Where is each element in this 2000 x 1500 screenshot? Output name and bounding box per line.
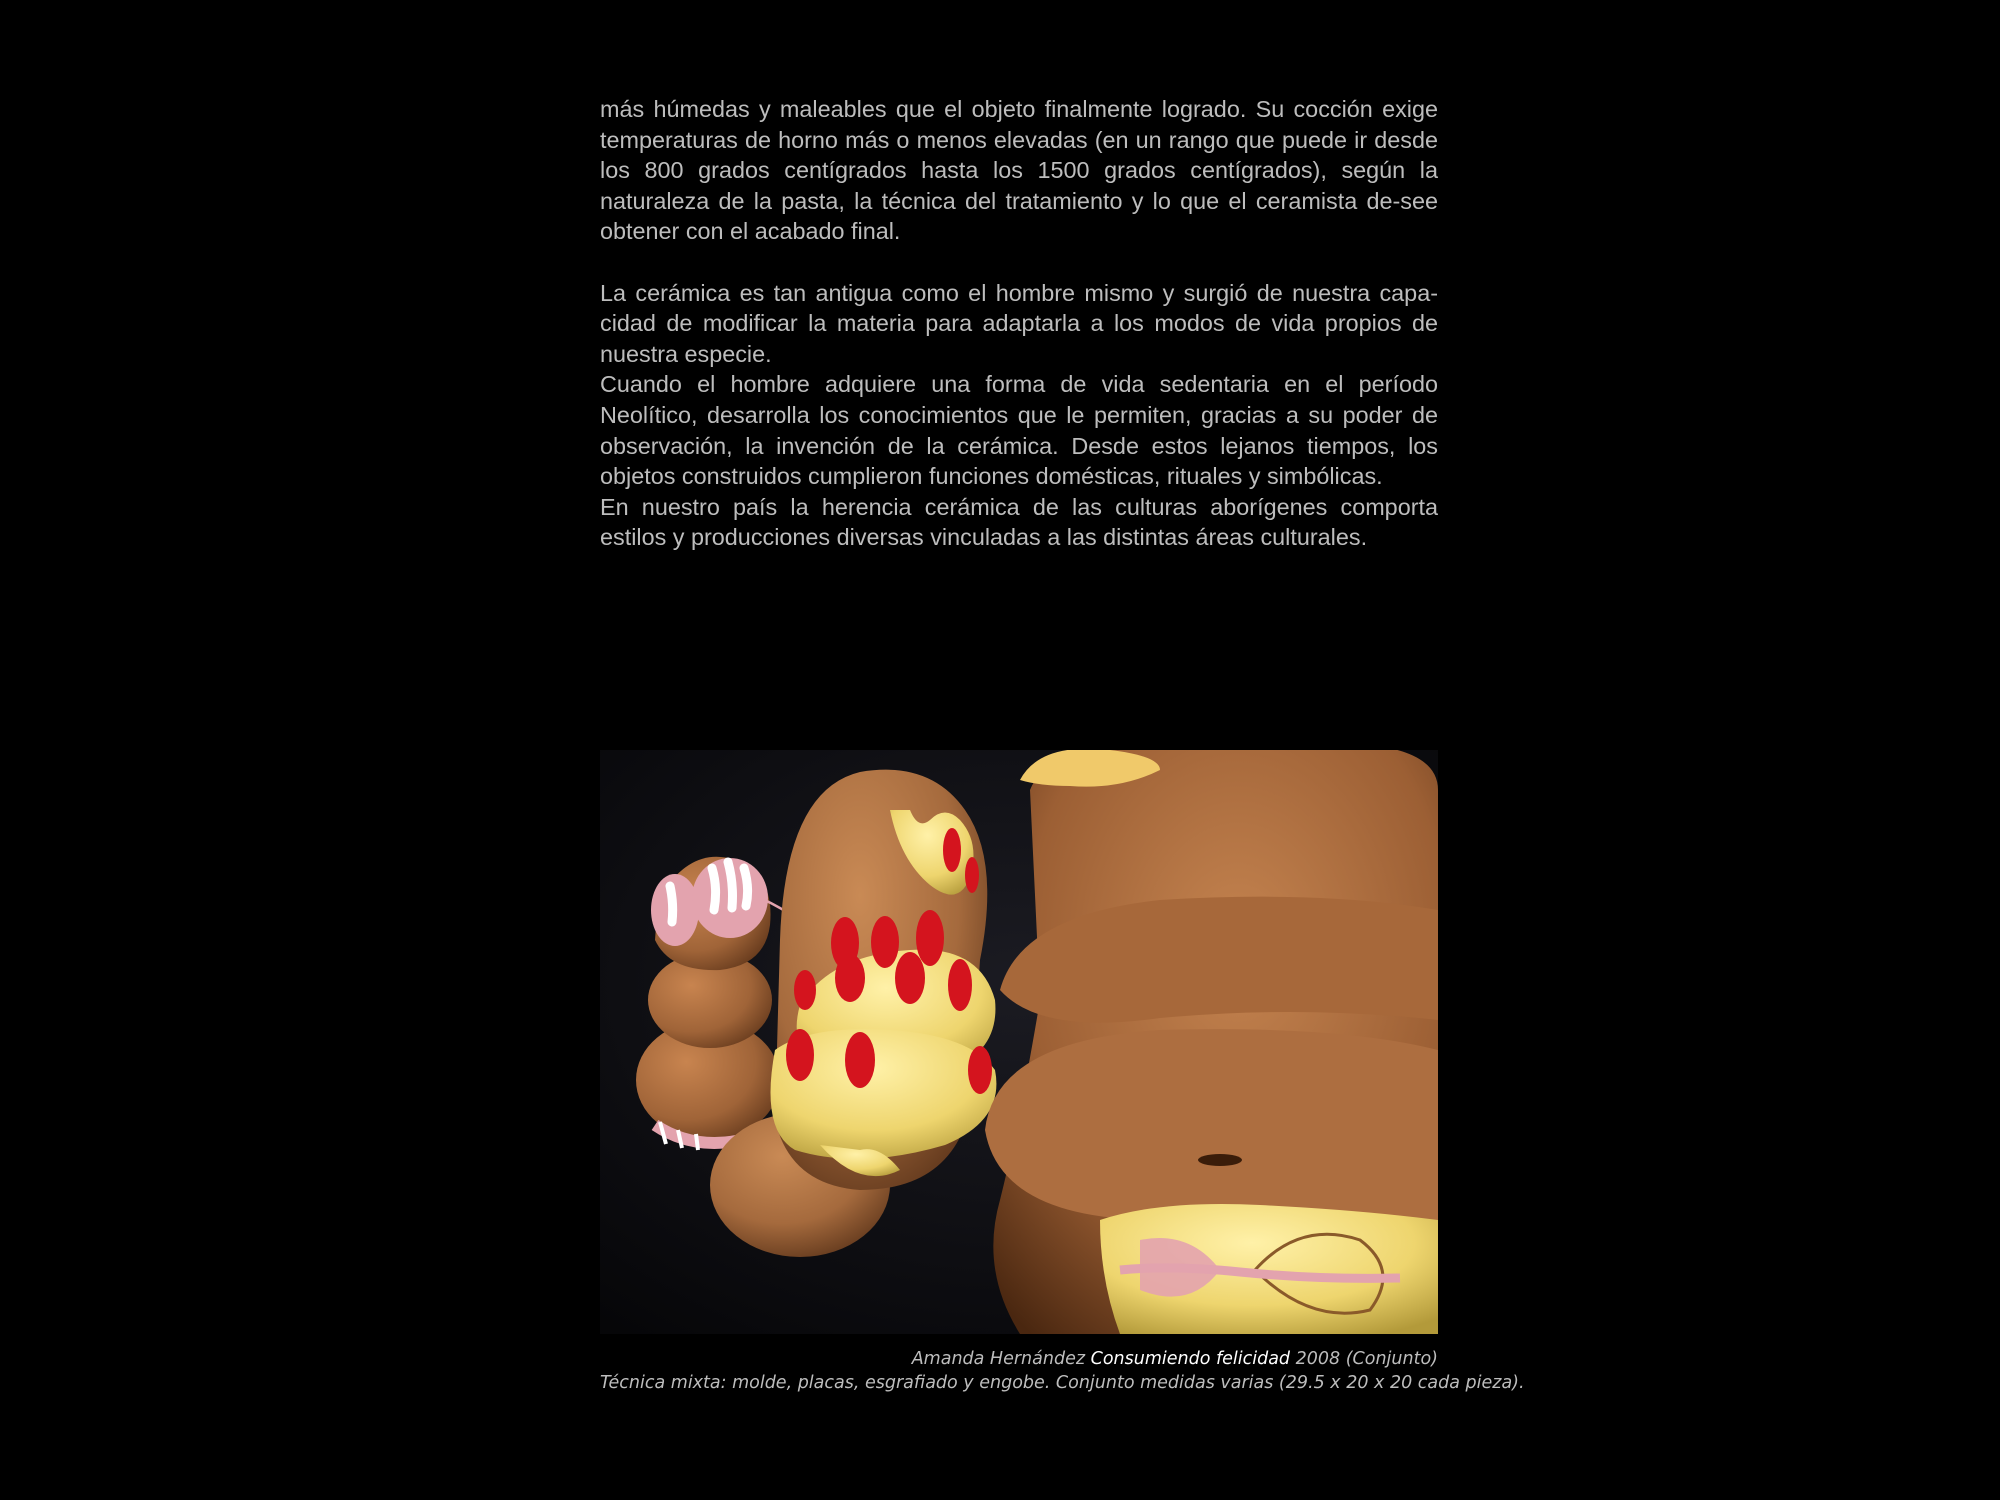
caption-title: Consumiendo felicidad <box>1090 1349 1291 1369</box>
artwork-photo <box>600 750 1438 1334</box>
paragraph-neolithic: Cuando el hombre adquiere una forma de vida sedentaria en el período Neolítico, desarrolla los conocimientos que le permiten, gracias a su poder de observación, la invención de la cerámica. Desde estos lejanos tiempos, los objetos construidos cumplieron funciones domésticas, rituales y simbólicas. <box>600 371 1438 490</box>
caption-artist: Amanda Hernández <box>911 1349 1091 1369</box>
caption-credit-line <box>600 1347 1438 1371</box>
caption-year: 2008 (Conjunto) <box>1290 1349 1438 1369</box>
body-text <box>600 94 1438 553</box>
paragraph-origin: La cerámica es tan antigua como el hombre mismo y surgió de nuestra capa-cidad de modificar la materia para adaptarla a los modos de vida propios de nuestra especie. <box>600 279 1438 367</box>
paragraph-firing: más húmedas y maleables que el objeto finalmente logrado. Su cocción exige temperaturas de horno más o menos elevadas (en un rango que puede ir desde los 800 grados centígrados hasta los 1500 grados centígrados), según la naturaleza de la pasta, la técnica del tratamiento y lo que el ceramista de-see obtener con el acabado final. <box>600 96 1438 245</box>
caption-technique: Técnica mixta: molde, placas, esgrafiado y engobe. Conjunto medidas varias (29.5 x 20 x 20 cada pieza). <box>600 1373 1525 1393</box>
sculpture-right <box>985 750 1438 1334</box>
photo-caption <box>600 1347 1525 1395</box>
paragraph-heritage: En nuestro país la herencia cerámica de las culturas aborígenes comporta estilos y producciones diversas vinculadas a las distintas áreas culturales. <box>600 493 1438 551</box>
